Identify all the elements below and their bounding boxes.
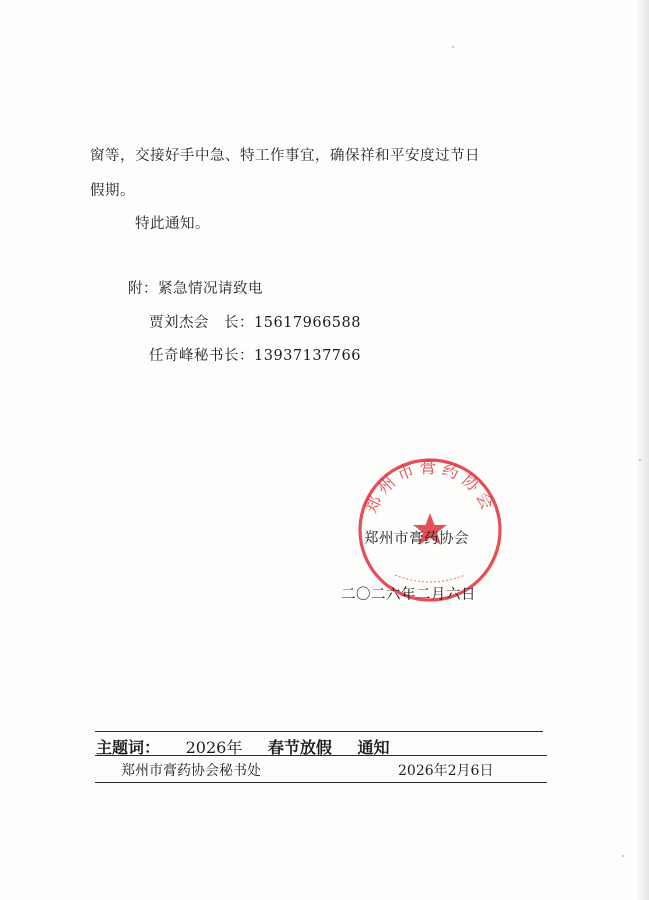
- scan-speck: [622, 855, 624, 857]
- footer-top-rule: [95, 731, 543, 732]
- footer-bottom-rule: [95, 782, 547, 783]
- scan-speck: [639, 459, 641, 461]
- signature-date: 二〇二六年二月六日: [341, 587, 476, 603]
- keyword-holiday: 春节放假: [267, 738, 332, 757]
- scan-speck: [452, 46, 454, 48]
- scan-edge-shadow: [635, 0, 649, 900]
- body-line-2: 假期。: [90, 183, 135, 199]
- body-line-1: 窗等，交接好手中急、特工作事宜，确保祥和平安度过节日: [90, 148, 480, 164]
- keywords-label: 主题词：: [96, 738, 161, 757]
- signature-org: 郑州市膏药协会: [364, 531, 469, 547]
- seal-text: 郑州市膏药协会: [361, 457, 499, 517]
- closing-line: 特此通知。: [135, 216, 210, 232]
- issuer-name: 郑州市膏药协会秘书处: [121, 763, 261, 779]
- keyword-notice: 通知: [357, 738, 390, 757]
- contact-president: 贾刘杰会 长：15617966588: [149, 315, 361, 331]
- svg-text:郑州市膏药协会: [361, 458, 498, 517]
- keyword-year: 2026年: [185, 738, 243, 757]
- contact-secretary: 任奇峰秘书长：13937137766: [149, 348, 361, 364]
- issue-date: 2026年2月6日: [398, 763, 494, 779]
- attachment-title: 附：紧急情况请致电: [128, 281, 263, 297]
- footer-middle-rule: [95, 755, 547, 756]
